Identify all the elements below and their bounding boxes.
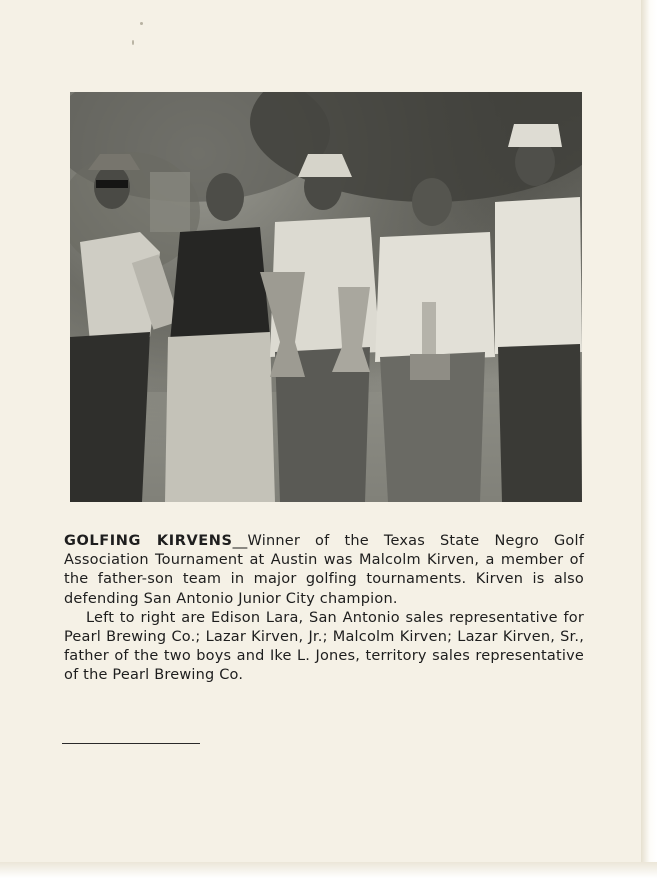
- page-edge-right: [641, 0, 657, 878]
- paper-speck: [140, 22, 143, 25]
- caption-paragraph-1-text: Winner of the Texas State Negro Golf Association Tournament at Austin was Malcolm Kirven, a member of the father-son team in major golfing tournaments. Kirven is also defending San Antonio Junior City champion.: [64, 533, 585, 607]
- photo-caption: [64, 532, 584, 686]
- paper-speck: [132, 40, 134, 45]
- caption-headline: GOLFING KIRVENS: [64, 533, 233, 549]
- caption-paragraph-1: [64, 532, 584, 609]
- person-4: [375, 178, 495, 502]
- caption-separator: __: [232, 533, 248, 549]
- photo-illustration: [70, 92, 582, 502]
- group-photograph: [70, 92, 582, 502]
- caption-divider-rule: [62, 743, 200, 744]
- caption-paragraph-2: Left to right are Edison Lara, San Antonio sales representative for Pearl Brewing Co.; Lazar Kirven, Jr.; Malcolm Kirven; Lazar Kirven, Sr., father of the two boys and Ike L. Jones, territory sales representative of the Pearl Brewing Co.: [64, 609, 584, 684]
- page-edge-bottom: [0, 862, 657, 878]
